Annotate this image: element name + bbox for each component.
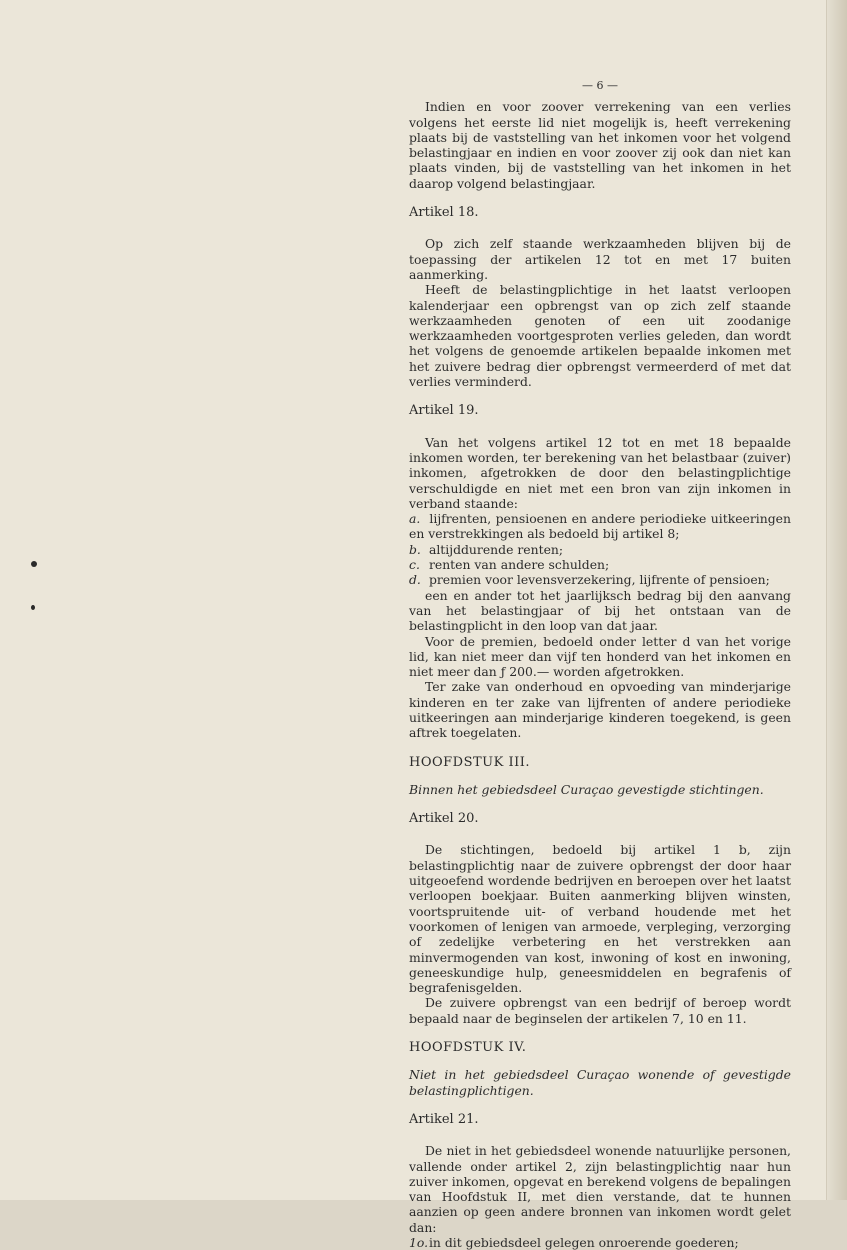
- paragraph: De zuivere opbrengst van een bedrijf of beroep wordt bepaald naar de beginselen der artikelen 7, 10 en 11.: [409, 995, 791, 1026]
- paragraph: een en ander tot het jaarlijksch bedrag bij den aanvang van het belastingjaar of bij het ontstaan van de belastingplicht in den loop van dat jaar.: [409, 587, 791, 634]
- list-item-text: premien voor levensverzekering, lijfrente of pensioen;: [425, 572, 770, 588]
- chapter-heading: HOOFDSTUK IV.: [409, 1040, 527, 1056]
- paragraph: De niet in het gebiedsdeel wonende natuurlijke personen, vallende onder artikel 2, zijn belastingplichtig naar hun zuiver inkomen, opgevat en berekend volgens de bepalingen van Hoofdstuk II, met dien verstande, dat te hunnen aanzien op geen andere bronnen van inkomen wordt gelet dan:: [409, 1143, 791, 1235]
- paragraph: De stichtingen, bedoeld bij artikel 1 b, zijn belastingplichtig naar de zuivere opbrengst der door haar uitgeoefend wordende bedrijven en beroepen over het laatst verloopen boekjaar. Buiten aanmerking blijven winsten, voortspruitende uit- of verband houdende met het voorkomen of lenigen van armoede, verpleging, verzorging of zedelijke verbetering en het verstrekken aan minvermogenden van kost, inwoning of kost en inwoning, geneeskundige hulp, geneesmiddelen en begrafenis of begrafenisgelden.: [409, 842, 791, 996]
- list-item: [409, 1235, 791, 1250]
- chapter-subtitle: Niet in het gebiedsdeel Curaçao wonende of gevestigde belastingplichtigen.: [409, 1067, 791, 1098]
- chapter-subtitle: Binnen het gebiedsdeel Curaçao gevestigde stichtingen.: [409, 781, 764, 797]
- list-item: [409, 572, 791, 587]
- page-number: — 6 —: [582, 79, 618, 92]
- paragraph: Op zich zelf staande werkzaamheden blijven bij de toepassing der artikelen 12 tot en met 17 buiten aanmerking.: [409, 236, 791, 282]
- list-item: [409, 511, 791, 542]
- article-heading: Artikel 19.: [409, 403, 479, 419]
- list-item-label: c.: [409, 557, 420, 573]
- paragraph: Ter zake van onderhoud en opvoeding van minderjarige kinderen en ter zake van lijfrenten of andere periodieke uitkeeringen aan minderjarige kinderen toegekend, is geen aftrek toegelaten.: [409, 679, 791, 741]
- text-blocks: [409, 99, 791, 1250]
- article-heading: Artikel 20.: [409, 811, 479, 827]
- paragraph: Heeft de belastingplichtige in het laatst verloopen kalenderjaar een opbrengst van op zich zelf staande werkzaamheden genoten of een uit zoodanige werkzaamheden voortgesproten verlies geleden, dan wordt het volgens de genoemde artikelen bepaalde inkomen met het zuivere bedrag dier opbrengst vermeerderd of met dat verlies verminderd.: [409, 282, 791, 390]
- paragraph: Indien en voor zoover verrekening van een verlies volgens het eerste lid niet mogelijk is, heeft verrekening plaats bij de vaststelling van het inkomen voor het volgend belastingjaar en indien en voor zoover zij ook dan niet kan plaats vinden, bij de vaststelling van het inkomen in het daarop volgend belastingjaar.: [409, 99, 791, 191]
- list-item-text: in dit gebiedsdeel gelegen onroerende goederen;: [425, 1235, 739, 1250]
- list-item-text: renten van andere schulden;: [425, 557, 610, 573]
- article-heading: Artikel 21.: [409, 1111, 479, 1127]
- list-item: [409, 542, 791, 557]
- article-heading: Artikel 18.: [409, 205, 479, 221]
- chapter-heading: HOOFDSTUK III.: [409, 754, 531, 770]
- punch-hole-mark: [31, 561, 37, 567]
- list-item: [409, 557, 791, 572]
- list-item-label: b.: [409, 541, 421, 557]
- paragraph: Van het volgens artikel 12 tot en met 18 bepaalde inkomen worden, ter berekening van het belastbaar (zuiver) inkomen, afgetrokken de door den belastingplichtige verschuldigde en niet met een bron van zijn inkomen in verband staande:: [409, 434, 791, 511]
- list-item-label: 1o.: [409, 1235, 429, 1250]
- list-item-label: d.: [409, 572, 421, 588]
- document-text: [409, 78, 791, 1250]
- list-item-text: lijfrenten, pensioenen en andere periodieke uitkeeringen en verstrekkingen als bedoeld bij artikel 8;: [409, 511, 791, 542]
- page-edge: [826, 0, 847, 1200]
- punch-hole-mark: [31, 605, 35, 610]
- paragraph: Voor de premien, bedoeld onder letter d van het vorige lid, kan niet meer dan vijf ten honderd van het inkomen en niet meer dan ƒ 200.— worden afgetrokken.: [409, 633, 791, 680]
- list-item-text: altijddurende renten;: [425, 541, 564, 557]
- list-item-label: a.: [409, 511, 421, 527]
